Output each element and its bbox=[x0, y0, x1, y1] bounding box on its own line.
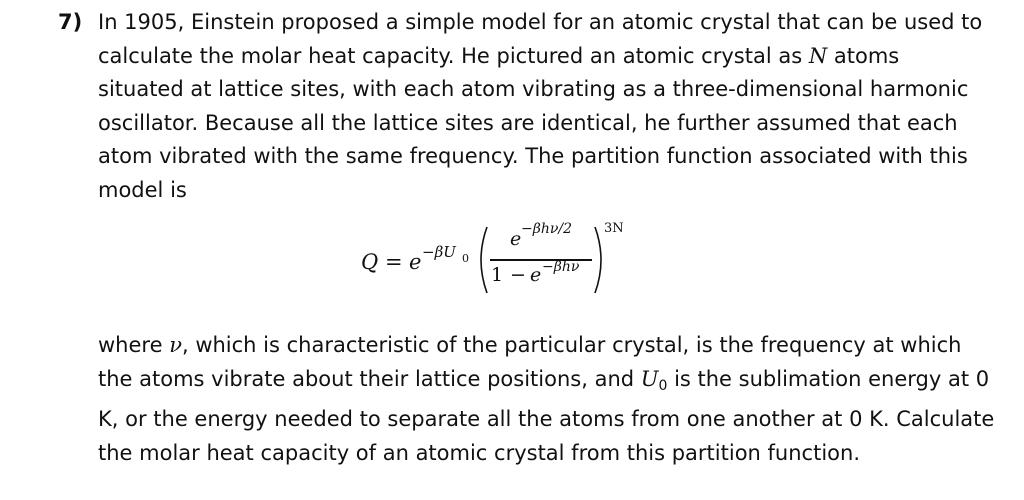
variable-nu: ν bbox=[169, 333, 182, 357]
fraction-denominator-minus: − bbox=[510, 264, 526, 286]
outer-exponent: 3N bbox=[604, 221, 624, 236]
left-parenthesis bbox=[474, 225, 490, 295]
explanation-text-1: where bbox=[98, 333, 170, 357]
problem-statement bbox=[58, 6, 988, 207]
fraction-denominator-one: 1 bbox=[491, 264, 504, 286]
problem-explanation-paragraph bbox=[98, 329, 998, 470]
fraction-numerator-exponent: −βhν/2 bbox=[521, 221, 572, 237]
problem-intro-paragraph bbox=[98, 6, 988, 207]
explanation-text-3: is the sublimation energy at 0 K, or the energy needed to separate all the atoms from one another at 0 K. Calculate the molar heat capacity of an atomic crystal from this partition function. bbox=[98, 366, 995, 465]
fraction-denominator-e: e bbox=[530, 264, 542, 286]
equation-base: e bbox=[409, 250, 422, 274]
explanation-text-2: , which is characteristic of the particular crystal, is the frequency at which the atoms vibrate about their lattice positions, and bbox=[98, 333, 962, 391]
equation-equals: = bbox=[385, 250, 403, 274]
variable-U: U bbox=[640, 366, 659, 391]
equation-base-exponent: −βU bbox=[422, 243, 456, 261]
equation-lhs: Q bbox=[361, 250, 379, 274]
intro-text-1: In 1905, Einstein proposed a simple model for an atomic crystal that can be used to calculate the molar heat capacity. He pictured an atomic crystal as bbox=[98, 10, 983, 68]
fraction-denominator-exponent: −βhν bbox=[542, 259, 580, 275]
problem-number: 7) bbox=[58, 10, 83, 34]
equation-base-exponent-subscript: 0 bbox=[462, 252, 469, 265]
partition-function-equation bbox=[0, 215, 1024, 300]
variable-N: N bbox=[808, 43, 828, 68]
intro-text-2: atoms situated at lattice sites, with each atom vibrating as a three-dimensional harmonic oscillator. Because all the lattice sites are identical, he further assumed that each atom vibrated with the same frequency. The partition function associated with this model is bbox=[98, 43, 969, 202]
fraction-numerator-e: e bbox=[510, 228, 522, 250]
variable-U-subscript: 0 bbox=[658, 377, 668, 394]
